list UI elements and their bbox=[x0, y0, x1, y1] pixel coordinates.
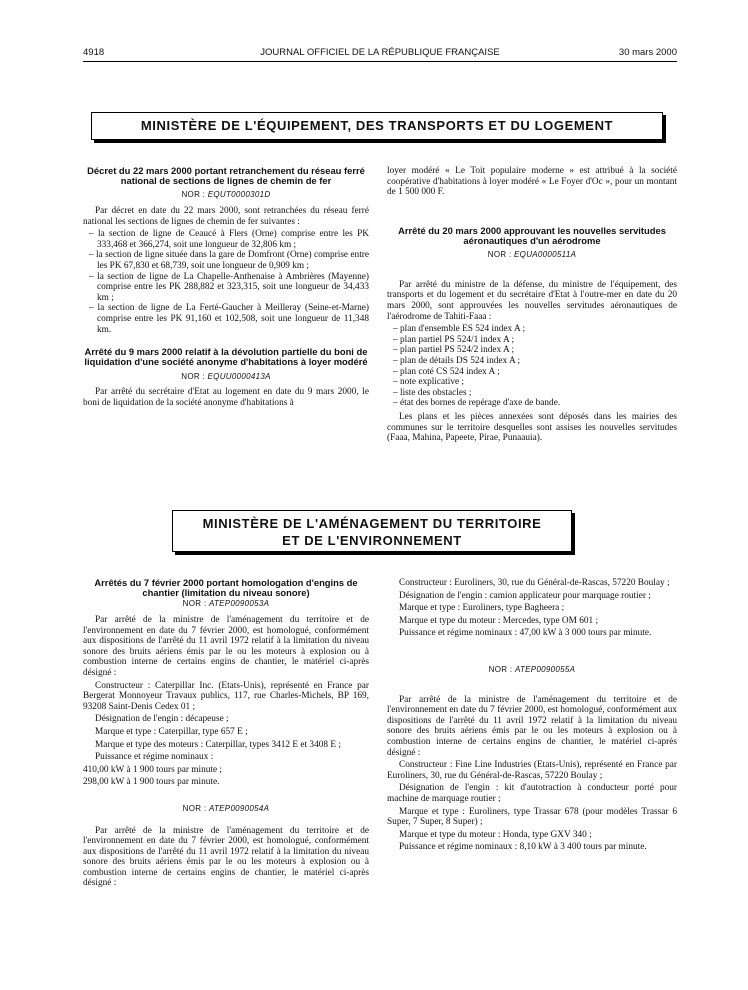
list-item: – liste des obstacles ; bbox=[387, 388, 677, 399]
paragraph: Désignation de l'engin : décapeuse ; bbox=[95, 714, 229, 725]
servitudes-list bbox=[387, 324, 677, 409]
spacer bbox=[387, 641, 677, 665]
nor-code: EQUU0000413A bbox=[207, 371, 271, 381]
nor-code: ATEP0090055A bbox=[514, 664, 576, 674]
list-item: – la section de ligne de Ceaucé à Flers (Orne) comprise entre les PK 333,468 et 366,274, soit une longueur de 32,806 km ; bbox=[83, 229, 369, 250]
list-item: – plan partiel PS 524/2 index A ; bbox=[387, 345, 677, 356]
paragraph: Constructeur : Fine Line Industries (Etats-Unis), représenté en France par Euroliners, 30, rue du Général-de-Rascas, 57220 Boulay ; bbox=[387, 760, 677, 781]
list-item: – la section de ligne située dans la gare de Domfront (Orne) comprise entre les PK 67,830 et 68,739, soit une longueur de 0,909 km ; bbox=[83, 250, 369, 271]
nor-reference: NOR : ATEP0090053A bbox=[182, 599, 270, 609]
arrete-boni-body-continued: loyer modéré « Le Toit populaire moderne » est attribué à la société coopérative d'habitations à loyer modéré « Le Foyer d'Oc », pour un montant de 1 500 000 F. bbox=[387, 166, 677, 198]
paragraph: Marque et type : Euroliners, type Bagheera ; bbox=[399, 603, 565, 614]
spacer bbox=[387, 200, 677, 214]
column-2 bbox=[387, 166, 677, 446]
paragraph: Puissance et régime nominaux : 47,00 kW à 3 000 tours par minute. bbox=[399, 628, 652, 639]
ministry-heading-line: ET DE L'ENVIRONNEMENT bbox=[282, 533, 462, 548]
nor-code: EQUT0000301D bbox=[207, 190, 271, 200]
list-item: – état des bornes de repérage d'axe de bande. bbox=[387, 398, 677, 409]
nor-code: ATEP0090054A bbox=[208, 803, 270, 813]
nor-reference: NOR : EQUU0000413A bbox=[181, 371, 271, 381]
arrete-boni-body: Par arrêté du secrétaire d'Etat au logement en date du 9 mars 2000, le boni de liquidation de la société anonyme d'habitations à bbox=[83, 387, 369, 408]
ministry-heading-equipement: MINISTÈRE DE L'ÉQUIPEMENT, DES TRANSPORTS ET DU LOGEMENT bbox=[91, 112, 663, 140]
paragraph: Puissance et régime nominaux : 8,10 kW à 3 400 tours par minute. bbox=[399, 842, 647, 853]
nor-reference: NOR : ATEP0090055A bbox=[488, 664, 576, 674]
decret-intro: Par décret en date du 22 mars 2000, sont retranchées du réseau ferré national les sections de lignes de chemin de fer suivantes : bbox=[83, 206, 369, 227]
paragraph: Puissance et régime nominaux : bbox=[95, 752, 214, 763]
arrete-servitudes-closing: Les plans et les pièces annexées sont déposés dans les mairies des communes sur le territoire desquelles sont assises les nouvelles servitudes (Faaa, Mahina, Papeete, Pirae, Punaauia). bbox=[387, 411, 677, 444]
page-number: 4918 bbox=[83, 47, 105, 58]
issue-date: 30 mars 2000 bbox=[618, 47, 677, 58]
list-item: – plan de détails DS 524 index A ; bbox=[387, 356, 677, 367]
list-item: – la section de ligne de La Chapelle-Anthenaise à Ambrières (Mayenne) comprise entre les PK 288,882 et 323,315, soit une longueur de 34,433 km ; bbox=[83, 272, 369, 304]
paragraph: Par arrêté de la ministre de l'aménagement du territoire et de l'environnement en date du 7 février 2000, est homologué, conformément aux dispositions de l'arrêté du 11 avril 1972 relatif à la limitation du niveau sonore des bruits aériens émis par le ou les moteurs à explosion ou à combustion interne de certains engins de chantier, le matériel ci-après désigné : bbox=[83, 615, 369, 678]
paragraph: Marque et type du moteur : Honda, type GXV 340 ; bbox=[399, 829, 592, 840]
journal-title: JOURNAL OFFICIEL DE LA RÉPUBLIQUE FRANÇAISE bbox=[260, 47, 500, 58]
column-3 bbox=[83, 578, 369, 891]
spacer bbox=[83, 790, 369, 804]
paragraph: Constructeur : Caterpillar Inc. (Etats-Unis), représenté en France par Bergerat Monnoyeur Travaux publics, 117, rue Charles-Michels, BP 169, 93208 Saint-Denis Cedex 01 ; bbox=[83, 680, 369, 712]
list-item: – plan coté CS 524 index A ; bbox=[387, 367, 677, 378]
ministry-heading-line: MINISTÈRE DE L'AMÉNAGEMENT DU TERRITOIRE bbox=[202, 516, 542, 531]
paragraph: Désignation de l'engin : kit d'autotraction à conducteur porté pour machine de marquage routier ; bbox=[387, 783, 677, 804]
paragraph: Marque et type : Caterpillar, type 657 E ; bbox=[95, 726, 248, 737]
list-item: – la section de ligne de La Ferté-Gaucher à Meilleray (Seine-et-Marne) comprise entre les PK 91,160 et 102,508, soit une longueur de 11,348 km. bbox=[83, 303, 369, 335]
paragraph: 298,00 kW à 1 900 tours par minute. bbox=[83, 777, 220, 788]
spacer bbox=[387, 214, 677, 226]
ministry-heading-amenagement bbox=[172, 510, 572, 552]
column-1 bbox=[83, 166, 369, 410]
decret-title: Décret du 22 mars 2000 portant retranchement du réseau ferré national de sections de lignes de chemin de fer bbox=[87, 165, 365, 187]
nor-reference: NOR : EQUT0000301D bbox=[181, 190, 271, 200]
spacer bbox=[387, 266, 677, 280]
arrete-servitudes-title: Arrêté du 20 mars 2000 approuvant les nouvelles servitudes aéronautiques d'un aérodrome bbox=[398, 224, 666, 246]
paragraph: Par arrêté de la ministre de l'aménagement du territoire et de l'environnement en date du 7 février 2000, est homologué, conformément aux dispositions de l'arrêté du 11 avril 1972 relatif à la limitation du niveau sonore des bruits aériens émis par le ou les moteurs à explosion ou à combustion interne de certains engins de chantier, le matériel ci-après désigné : bbox=[83, 825, 369, 889]
paragraph: 410,00 kW à 1 900 tours par minute ; bbox=[83, 764, 223, 775]
nor-reference: NOR : EQUA0000511A bbox=[487, 250, 577, 260]
paragraph: Constructeur : Euroliners, 30, rue du Général-de-Rascas, 57220 Boulay ; bbox=[399, 578, 670, 588]
paragraph: Marque et type du moteur : Mercedes, type OM 601 ; bbox=[399, 615, 599, 626]
nor-code: EQUA0000511A bbox=[514, 250, 577, 260]
spacer bbox=[387, 681, 677, 695]
nor-reference: NOR : ATEP0090054A bbox=[182, 803, 270, 813]
arrete-servitudes-intro: Par arrêté du ministre de la défense, du ministre de l'équipement, des transports et du logement et du secrétaire d'Etat à l'outre-mer en date du 20 mars 2000, sont approuvées les nouvelles servitudes aéronautiques de l'aérodrome de Tahiti-Faaa : bbox=[387, 279, 677, 322]
header-rule bbox=[83, 61, 677, 62]
column-4 bbox=[387, 578, 677, 855]
arretes-fevrier-title: Arrêtés du 7 février 2000 portant homologation d'engins de chantier (limitation du niveau sonore) bbox=[94, 577, 358, 599]
list-item: – plan partiel PS 524/1 index A ; bbox=[387, 335, 677, 346]
paragraph: Par arrêté de la ministre de l'aménagement du territoire et de l'environnement en date du 7 février 2000, est homologué, conformément aux dispositions de l'arrêté du 11 avril 1972 relatif à la limitation du niveau sonore des bruits aériens émis par le ou les moteurs à explosion ou à combustion interne de certains engins de chantier, le matériel ci-après désigné : bbox=[387, 694, 677, 758]
nor-code: ATEP0090053A bbox=[208, 599, 270, 609]
running-header bbox=[83, 47, 677, 61]
decret-list bbox=[83, 229, 369, 335]
paragraph: Marque et type : Euroliners, type Trassar 678 (pour modèles Trassar 6 Super, 7 Super, 8 Super) ; bbox=[387, 806, 677, 828]
paragraph: Désignation de l'engin : camion applicateur pour marquage routier ; bbox=[399, 590, 651, 601]
list-item: – note explicative ; bbox=[387, 377, 677, 388]
list-item: – plan d'ensemble ES 524 index A ; bbox=[387, 324, 677, 335]
paragraph: Marque et type des moteurs : Caterpillar, types 3412 E et 3408 E ; bbox=[95, 739, 341, 750]
arrete-boni-title: Arrêté du 9 mars 2000 relatif à la dévolution partielle du boni de liquidation d'une société anonyme d'habitations à loyer modéré bbox=[84, 346, 368, 368]
